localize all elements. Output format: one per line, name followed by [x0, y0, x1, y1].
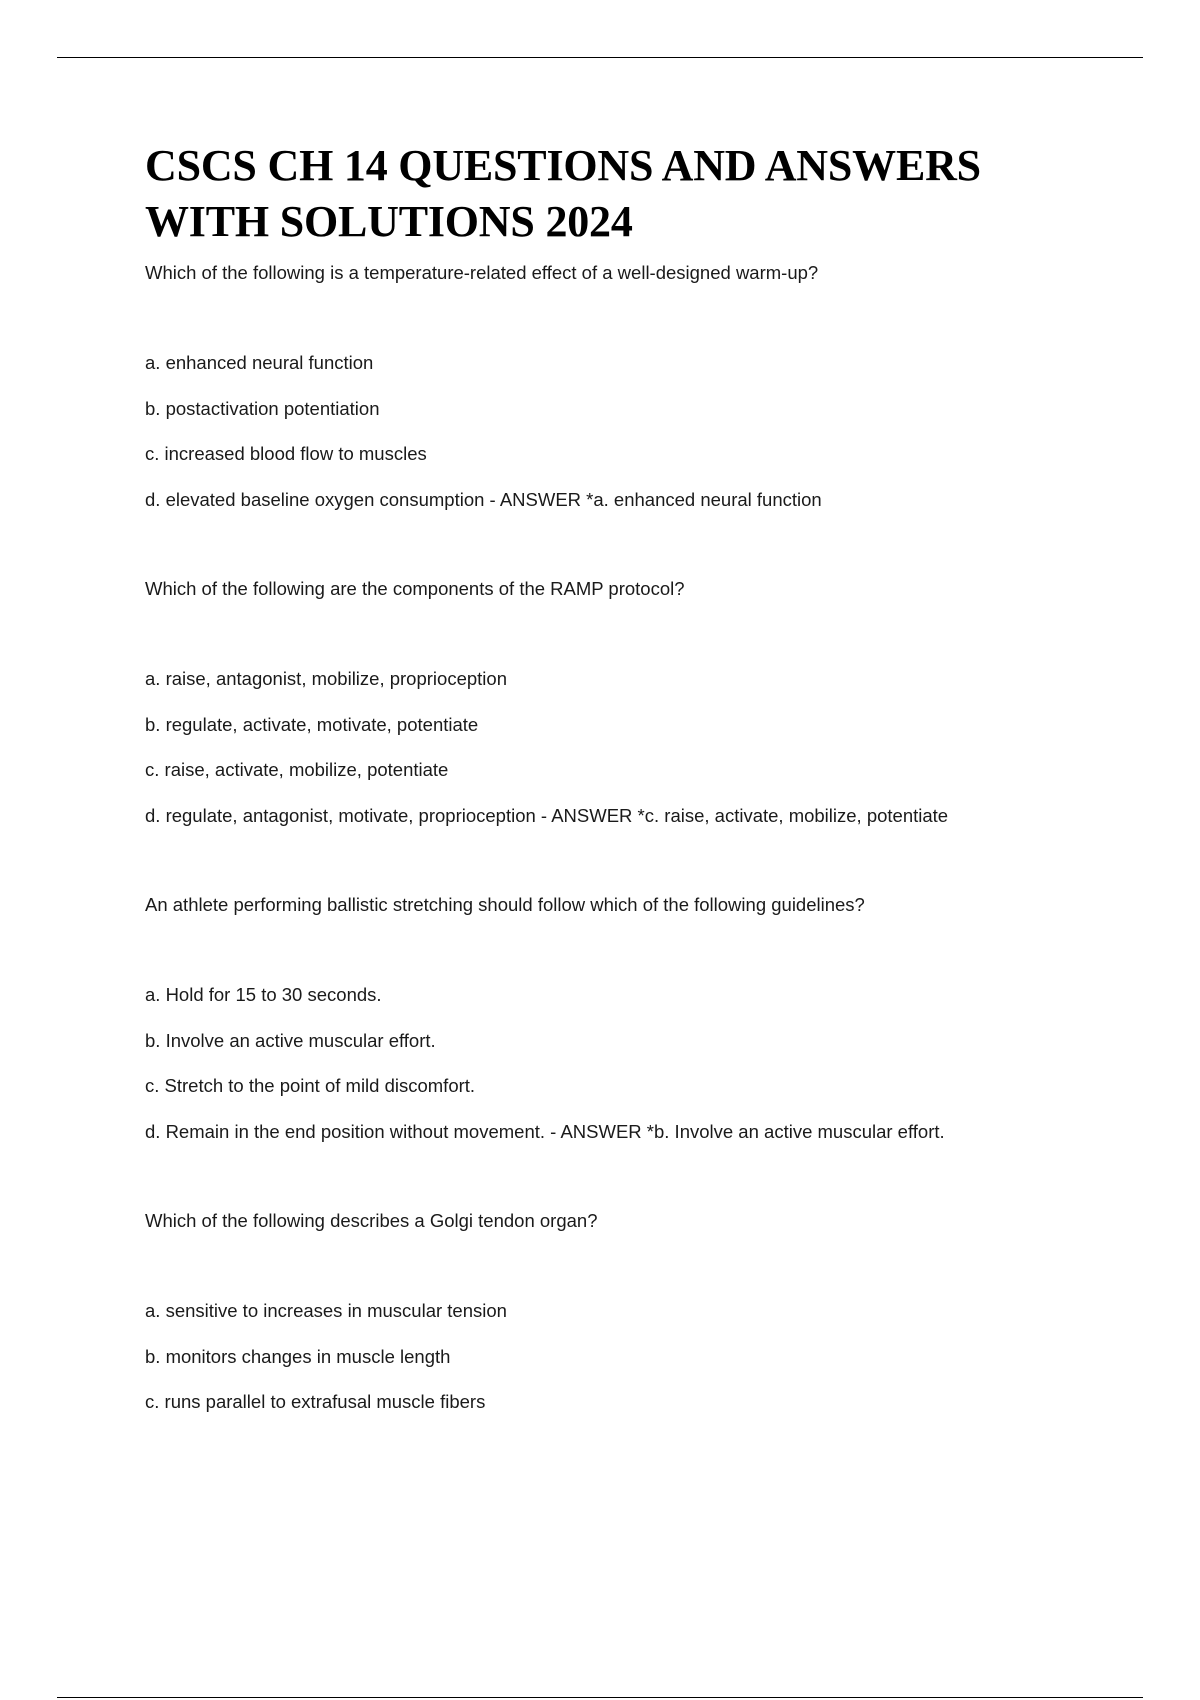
document-page [145, 138, 1105, 1425]
question-block-3 [145, 882, 1105, 1154]
option-list [145, 1288, 1105, 1425]
question-text: An athlete performing ballistic stretching should follow which of the following guidelines? [145, 894, 865, 915]
option-b: b. postactivation potentiation [145, 397, 380, 419]
option-c: c. runs parallel to extrafusal muscle fibers [145, 1391, 486, 1412]
question-text: Which of the following describes a Golgi tendon organ? [145, 1210, 598, 1231]
option-a: a. sensitive to increases in muscular tension [145, 1300, 507, 1321]
question-text: Which of the following are the components of the RAMP protocol? [145, 578, 685, 599]
question-text: Which of the following is a temperature-related effect of a well-designed warm-up? [145, 262, 819, 283]
question-block-4 [145, 1198, 1105, 1425]
document-title [145, 138, 1105, 250]
option-list [145, 656, 1105, 838]
footer-rule [57, 1697, 1143, 1698]
option-c: c. Stretch to the point of mild discomfort. [145, 1075, 476, 1096]
option-a: a. enhanced neural function [145, 352, 374, 373]
option-d-with-answer: d. Remain in the end position without movement. - ANSWER *b. Involve an active muscular effort. [145, 1120, 945, 1142]
option-d-with-answer: d. elevated baseline oxygen consumption - ANSWER *a. enhanced neural function [145, 488, 822, 510]
question-block-2 [145, 566, 1105, 838]
option-b: b. regulate, activate, motivate, potentiate [145, 713, 479, 735]
question-list [145, 250, 1105, 1425]
option-a: a. Hold for 15 to 30 seconds. [145, 984, 382, 1005]
option-a: a. raise, antagonist, mobilize, proprioception [145, 668, 507, 689]
option-c: c. increased blood flow to muscles [145, 443, 427, 464]
option-list [145, 972, 1105, 1154]
header-rule [57, 57, 1143, 58]
option-d-with-answer: d. regulate, antagonist, motivate, proprioception - ANSWER *c. raise, activate, mobilize, potentiate [145, 804, 949, 826]
option-b: b. Involve an active muscular effort. [145, 1029, 436, 1051]
title-line-2: WITH SOLUTIONS 2024 [145, 197, 633, 246]
option-b: b. monitors changes in muscle length [145, 1345, 451, 1367]
question-block-1 [145, 250, 1105, 522]
option-list [145, 340, 1105, 522]
option-c: c. raise, activate, mobilize, potentiate [145, 759, 449, 780]
title-line-1: CSCS CH 14 QUESTIONS AND ANSWERS [145, 141, 981, 190]
